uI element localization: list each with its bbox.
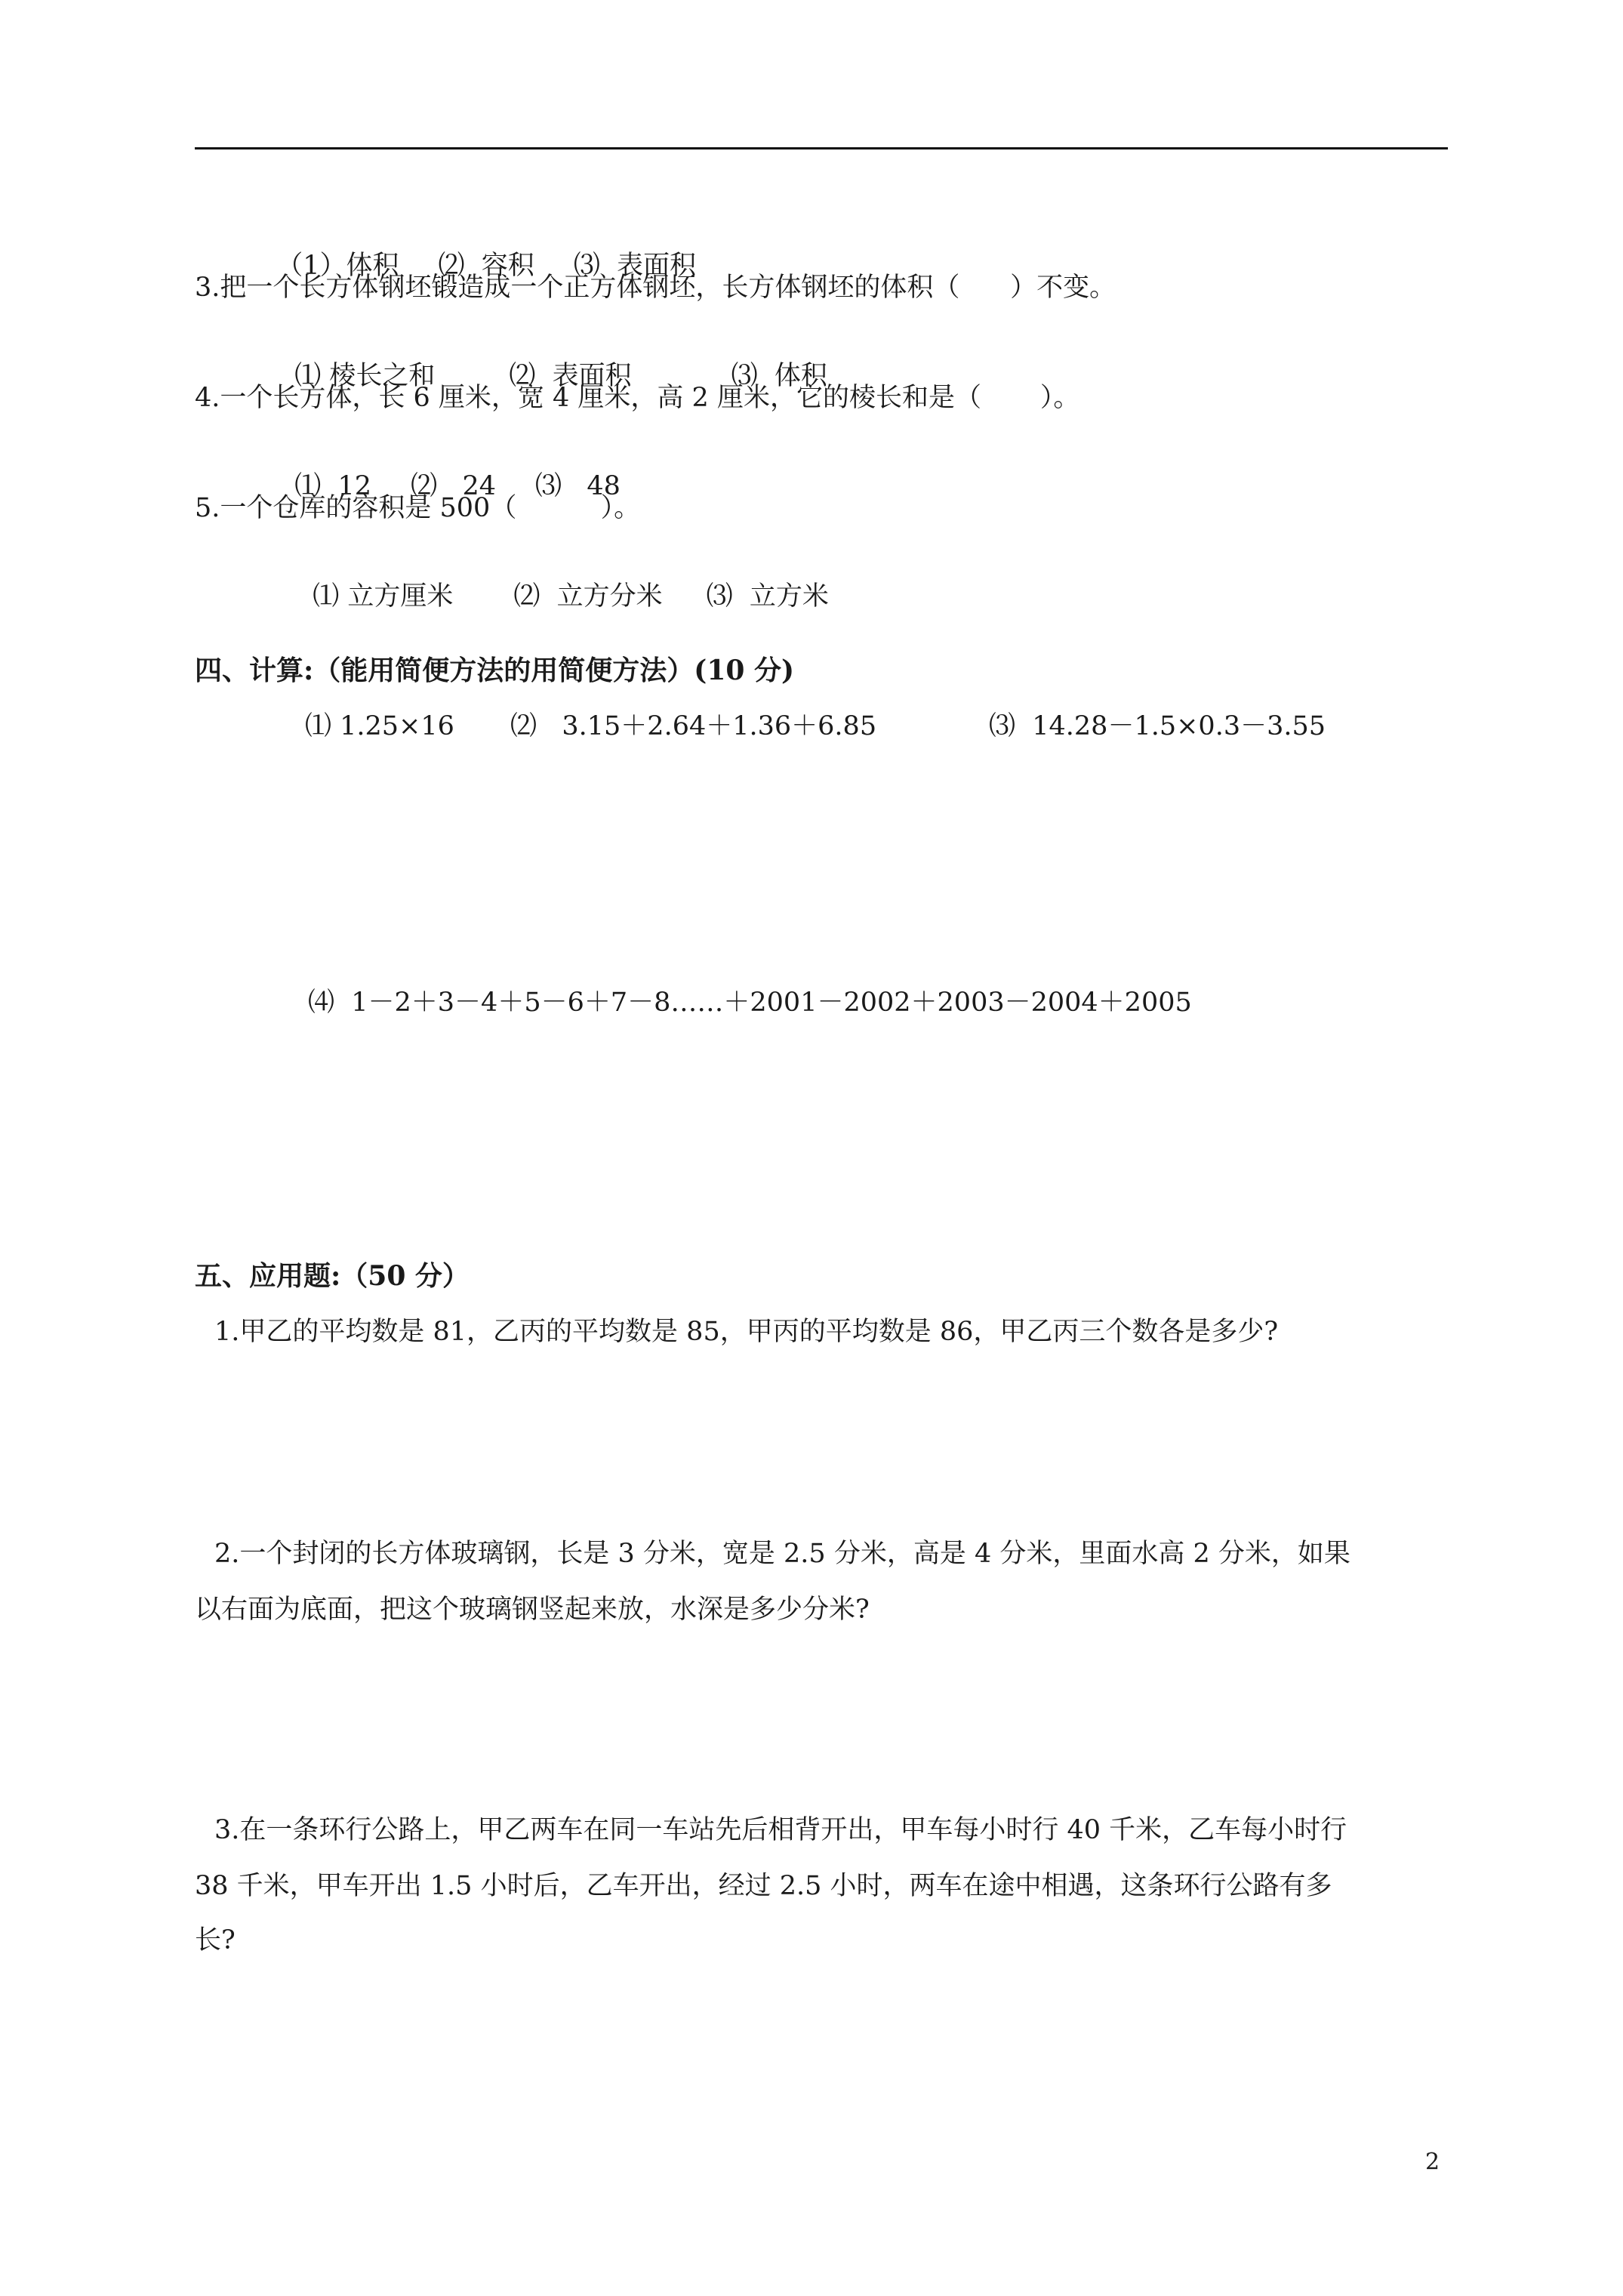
q4-stem: 4.一个长方体，长 6 厘米，宽 4 厘米，高 2 厘米，它的棱长和是（ ）。 [195,383,1080,413]
q3-stem: 3.把一个长方体钢坯锻造成一个正方体钢坯，长方体钢坯的体积（ ）不变。 [195,273,1116,303]
q2-option-1: （1）体积 [276,251,399,281]
q4-option-3: ⑶ 48 [534,471,621,501]
q5-option-1: ⑴ 立方厘米 [313,581,454,612]
problem-3-line-3: 长? [195,1925,236,1955]
q5-stem: 5.一个仓库的容积是 500（ ）。 [195,493,641,523]
q5-option-2: ⑵ 立方分米 [513,581,663,612]
calc-item-2: ⑵ 3.15＋2.64＋1.36＋6.85 [510,711,877,741]
calc-item-4: ⑷ 1－2＋3－4＋5－6＋7－8……＋2001－2002＋2003－2004＋2005 [308,988,1192,1018]
header-rule [195,147,1448,149]
q2-option-3: ⑶ 表面积 [573,251,697,281]
problem-3-line-1: 3.在一条环行公路上，甲乙两车在同一车站先后相背开出，甲车每小时行 40 千米，乙车每小时行 [214,1815,1347,1845]
q4-option-2: ⑵ 24 [411,471,496,501]
section-5-title: 五、应用题:（50 分） [195,1260,470,1292]
q4-option-1: ⑴ 12 [294,471,372,501]
calc-item-1: ⑴ 1.25×16 [305,711,454,741]
problem-2-line-1: 2.一个封闭的长方体玻璃钢，长是 3 分米，宽是 2.5 分米，高是 4 分米，里面水高 2 分米，如果 [214,1539,1350,1569]
section-4-title: 四、计算:（能用简便方法的用简便方法）(10 分) [195,655,794,686]
q3-option-2: ⑵ 表面积 [509,361,632,391]
q2-option-2: ⑵ 容积 [438,251,534,281]
problem-3-line-2: 38 千米，甲车开出 1.5 小时后，乙车开出，经过 2.5 小时，两车在途中相遇，这条环行公路有多 [195,1871,1332,1901]
q5-options [296,547,829,613]
problem-1: 1.甲乙的平均数是 81，乙丙的平均数是 85，甲丙的平均数是 86，甲乙丙三个数各是多少? [214,1317,1279,1347]
page-number: 2 [1425,2149,1440,2175]
q3-option-3: ⑶ 体积 [731,361,827,391]
problem-2-line-2: 以右面为底面，把这个玻璃钢竖起来放，水深是多少分米? [195,1595,870,1625]
calc-item-3: ⑶ 14.28－1.5×0.3－3.55 [989,711,1326,741]
q3-option-1: ⑴ 棱长之和 [294,361,436,391]
q5-option-3: ⑶ 立方米 [706,581,829,612]
